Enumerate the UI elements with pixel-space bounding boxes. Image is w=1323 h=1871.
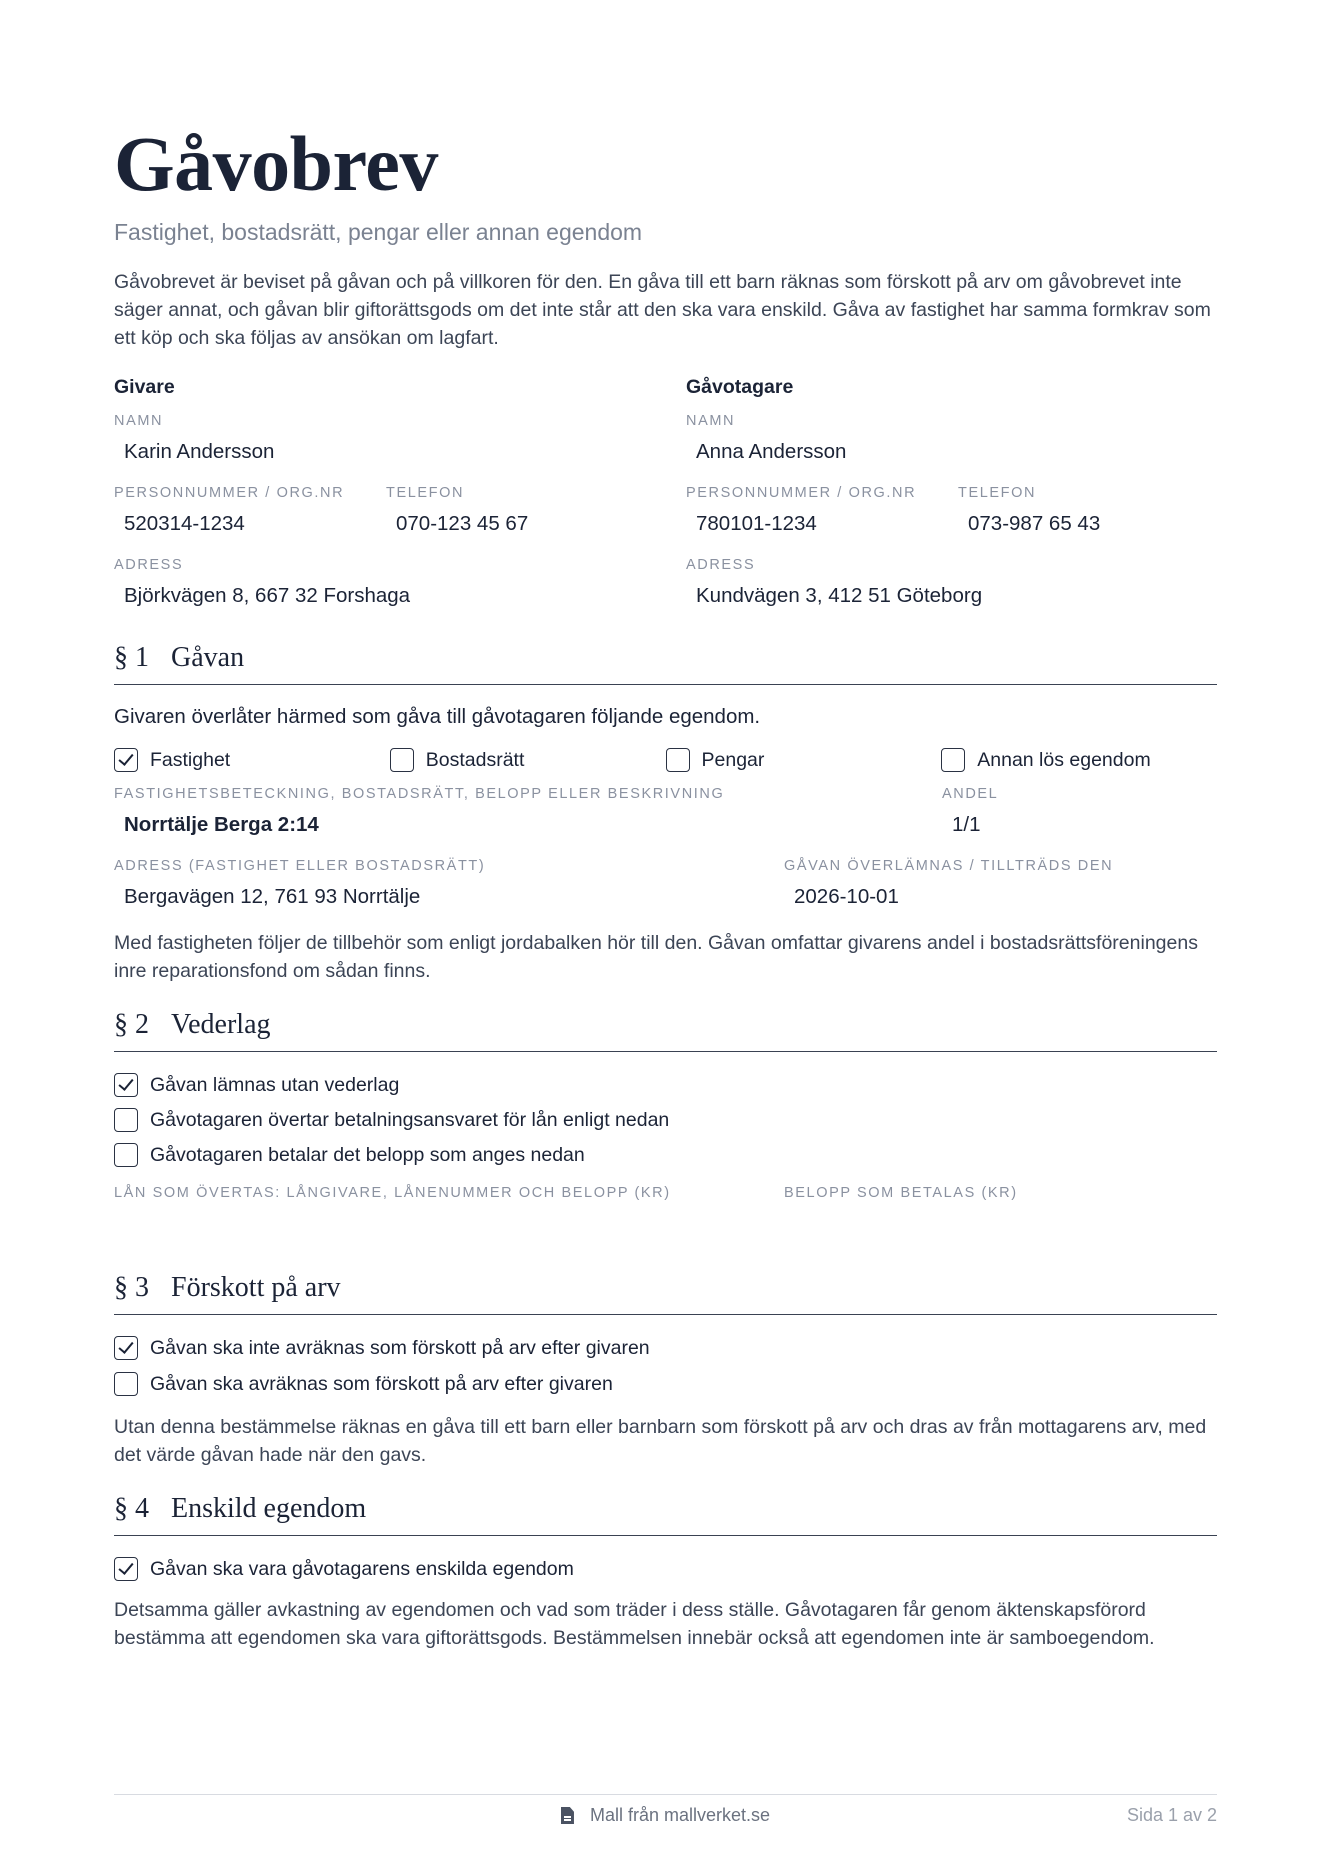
- checkbox-bostadsratt[interactable]: [390, 748, 414, 772]
- footer-source: [114, 1805, 1217, 1826]
- giver-address-label: ADRESS: [114, 557, 184, 573]
- option-loan-takeover[interactable]: [114, 1105, 1217, 1135]
- checkbox-separate-property[interactable]: [114, 1557, 138, 1581]
- section-4-title: Enskild egendom: [171, 1493, 367, 1524]
- gift-desc-label: FASTIGHETSBETECKNING, BOSTADSRÄTT, BELOPP ELLER BESKRIVNING: [114, 786, 725, 802]
- document-icon: [561, 1807, 574, 1824]
- separate-property-options: [114, 1554, 1217, 1584]
- handover-date-value[interactable]: 2026-10-01: [794, 885, 899, 908]
- section-1-heading: [114, 640, 1217, 685]
- section-4-note: Detsamma gäller avkastning av egendomen och vad som träder i dess ställe. Gåvotagaren får genom äktenskapsförord bestämma att egendomen ska vara giftorättsgods. Bestämmelsen innebär också att egendomen inte är samboegendom.: [114, 1599, 1155, 1649]
- option-bostadsratt-label: Bostadsrätt: [425, 748, 525, 771]
- option-bostadsratt[interactable]: [390, 745, 666, 775]
- loan-label: LÅN SOM ÖVERTAS: LÅNGIVARE, LÅNENUMMER OCH BELOPP (KR): [114, 1185, 671, 1201]
- section-2-heading: [114, 1007, 1217, 1052]
- giver-pnr-label: PERSONNUMMER / ORG.NR: [114, 485, 345, 501]
- recipient-pnr-value[interactable]: 780101-1234: [696, 512, 817, 535]
- checkbox-advance[interactable]: [114, 1372, 138, 1396]
- giver-block: [114, 374, 686, 610]
- checkbox-fastighet[interactable]: [114, 748, 138, 772]
- gift-desc-row: [114, 785, 1217, 839]
- page-number: Sida 1 av 2: [1126, 1805, 1217, 1825]
- section-1-title: Gåvan: [171, 642, 245, 673]
- recipient-address-value[interactable]: Kundvägen 3, 412 51 Göteborg: [696, 584, 983, 607]
- intro-paragraph: Gåvobrevet är beviset på gåvan och på villkoren för den. En gåva till ett barn räknas som förskott på arv om gåvobrevet inte säger annat, och gåvan blir giftorättsgods om det inte står att den ska vara enskild. Gåva av fastighet har samma formkrav som ett köp och ska följas av ansökan om lagfart.: [114, 271, 1211, 349]
- section-1-note: Med fastigheten följer de tillbehör som enligt jordabalken hör till den. Gåvan omfattar givarens andel i bostadsrättsföreningens inre reparationsfond om sådan finns.: [114, 932, 1198, 982]
- recipient-address-field: [686, 556, 1258, 610]
- option-not-advance-label: Gåvan ska inte avräknas som förskott på arv efter givaren: [150, 1336, 650, 1359]
- page-footer: [114, 1794, 1217, 1834]
- handover-date-label: GÅVAN ÖVERLÄMNAS / TILLTRÄDS DEN: [784, 858, 1114, 874]
- recipient-block: [686, 374, 1258, 610]
- option-fastighet-label: Fastighet: [150, 748, 231, 771]
- option-loan-takeover-label: Gåvotagaren övertar betalningsansvaret för lån enligt nedan: [150, 1108, 670, 1131]
- option-payment-label: Gåvotagaren betalar det belopp som anges nedan: [150, 1143, 585, 1166]
- section-3-title: Förskott på arv: [171, 1272, 341, 1303]
- option-annan[interactable]: [941, 745, 1217, 775]
- option-pengar-label: Pengar: [701, 748, 765, 771]
- option-pengar[interactable]: [666, 745, 942, 775]
- option-separate-property-label: Gåvan ska vara gåvotagarens enskilda egendom: [150, 1557, 574, 1580]
- gift-address-label: ADRESS (FASTIGHET ELLER BOSTADSRÄTT): [114, 858, 486, 874]
- giver-heading: Givare: [114, 376, 175, 398]
- option-advance[interactable]: [114, 1369, 1217, 1399]
- option-annan-label: Annan lös egendom: [977, 748, 1151, 771]
- giver-name-label: NAMN: [114, 413, 164, 429]
- giver-pnr-value[interactable]: 520314-1234: [124, 512, 245, 535]
- section-1-number: § 1: [114, 642, 149, 673]
- option-advance-label: Gåvan ska avräknas som förskott på arv efter givaren: [150, 1372, 613, 1395]
- section-3-heading: [114, 1270, 1217, 1315]
- recipient-phone-label: TELEFON: [958, 485, 1037, 501]
- section-2-title: Vederlag: [171, 1009, 271, 1040]
- recipient-address-label: ADRESS: [686, 557, 756, 573]
- recipient-name-label: NAMN: [686, 413, 736, 429]
- footer-source-text[interactable]: Mall från mallverket.se: [589, 1805, 771, 1825]
- recipient-id-row: [686, 484, 1258, 538]
- checkbox-not-advance[interactable]: [114, 1336, 138, 1360]
- recipient-pnr-label: PERSONNUMMER / ORG.NR: [686, 485, 917, 501]
- section-3-number: § 3: [114, 1272, 149, 1303]
- section-2-number: § 2: [114, 1009, 149, 1040]
- gift-type-options: [114, 745, 1217, 775]
- loan-amount-row: [114, 1184, 1217, 1258]
- giver-name-field: [114, 412, 686, 466]
- option-payment[interactable]: [114, 1140, 1217, 1170]
- option-not-advance[interactable]: [114, 1333, 1217, 1363]
- giver-name-value[interactable]: Karin Andersson: [124, 440, 275, 463]
- gift-desc-value[interactable]: Norrtälje Berga 2:14: [124, 813, 319, 836]
- document-subtitle: Fastighet, bostadsrätt, pengar eller annan egendom: [114, 219, 643, 245]
- option-separate-property[interactable]: [114, 1554, 1217, 1584]
- checkbox-loan-takeover[interactable]: [114, 1108, 138, 1132]
- inheritance-options: [114, 1333, 1217, 1399]
- recipient-phone-value[interactable]: 073-987 65 43: [968, 512, 1101, 535]
- checkbox-no-consideration[interactable]: [114, 1073, 138, 1097]
- checkbox-annan[interactable]: [941, 748, 965, 772]
- gift-address-value[interactable]: Bergavägen 12, 761 93 Norrtälje: [124, 885, 421, 908]
- parties-section: [114, 374, 1217, 610]
- gift-address-row: [114, 857, 1217, 911]
- checkbox-pengar[interactable]: [666, 748, 690, 772]
- share-value[interactable]: 1/1: [952, 813, 981, 836]
- document-title: Gåvobrev: [114, 120, 438, 207]
- share-label: ANDEL: [942, 786, 999, 802]
- section-1-text: Givaren överlåter härmed som gåva till gåvotagaren följande egendom.: [114, 705, 761, 728]
- giver-id-row: [114, 484, 686, 538]
- giver-address-field: [114, 556, 686, 610]
- recipient-heading: Gåvotagare: [686, 376, 794, 398]
- giver-phone-label: TELEFON: [386, 485, 465, 501]
- section-4-number: § 4: [114, 1493, 149, 1524]
- checkbox-payment[interactable]: [114, 1143, 138, 1167]
- option-fastighet[interactable]: [114, 745, 390, 775]
- option-no-consideration-label: Gåvan lämnas utan vederlag: [150, 1073, 400, 1096]
- giver-phone-value[interactable]: 070-123 45 67: [396, 512, 529, 535]
- consideration-options: [114, 1070, 1217, 1170]
- giver-address-value[interactable]: Björkvägen 8, 667 32 Forshaga: [124, 584, 411, 607]
- section-4-heading: [114, 1491, 1217, 1536]
- recipient-name-field: [686, 412, 1258, 466]
- document-content: [114, 120, 1217, 1652]
- recipient-name-value[interactable]: Anna Andersson: [696, 440, 847, 463]
- amount-label: BELOPP SOM BETALAS (KR): [784, 1185, 1018, 1201]
- option-no-consideration[interactable]: [114, 1070, 1217, 1100]
- section-3-note: Utan denna bestämmelse räknas en gåva till ett barn eller barnbarn som förskott på arv och dras av från mottagarens arv, med det värde gåvan hade när den gavs.: [114, 1416, 1207, 1466]
